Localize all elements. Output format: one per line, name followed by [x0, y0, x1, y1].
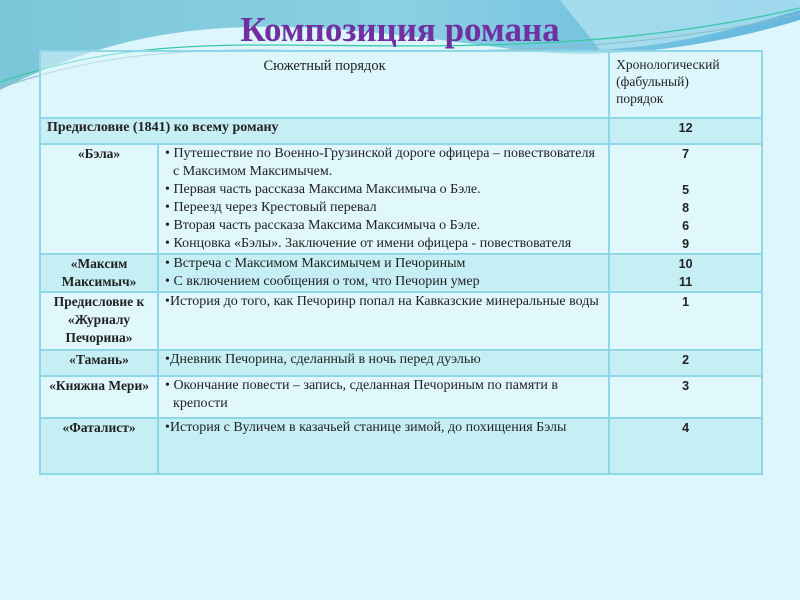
- header-chrono: [609, 51, 762, 118]
- order-value: 4: [682, 421, 690, 435]
- table-row-preface: [40, 118, 762, 144]
- table-row: [40, 292, 762, 350]
- events-cell: [158, 292, 609, 350]
- event-item: •Дневник Печорина, сделанный в ночь перед дуэлью: [165, 352, 481, 367]
- event-item: • Окончание повести – запись, сделанная Печориным по памяти в крепости: [165, 378, 559, 411]
- events-cell: [158, 376, 609, 418]
- order-value: 11: [678, 275, 693, 289]
- order-value: 7: [682, 147, 690, 161]
- order-cell: [609, 350, 762, 376]
- event-item: • Путешествие по Военно-Грузинской дороге офицера – повествователя с Максимом Максимычем.: [165, 146, 595, 179]
- table-row: [40, 418, 762, 474]
- order-cell: [609, 418, 762, 474]
- order-value: 6: [682, 219, 690, 233]
- event-item: • С включением сообщения о том, что Печорин умер: [165, 274, 480, 289]
- part-name: «Княжна Мери»: [40, 376, 158, 418]
- part-name: Предисловие к «Журналу Печорина»: [40, 292, 158, 350]
- event-item: • Первая часть рассказа Максима Максимыча о Бэле.: [165, 182, 481, 197]
- part-name: «Тамань»: [40, 350, 158, 376]
- order-value: 1: [682, 295, 690, 309]
- header-sjuzhet: Сюжетный порядок: [40, 51, 609, 118]
- event-item: •История до того, как Печоринр попал на Кавказские минеральные воды: [165, 294, 599, 309]
- table-row: [40, 254, 762, 292]
- header-chrono-line: Хронологический: [616, 57, 720, 72]
- part-name: «Бэла»: [40, 144, 158, 254]
- order-value: [616, 163, 755, 181]
- preface-order: 12: [609, 118, 762, 144]
- order-value: 8: [682, 201, 690, 215]
- event-item: • Вторая часть рассказа Максима Максимыча о Бэле.: [165, 218, 481, 233]
- order-value: 3: [682, 379, 690, 393]
- event-item: • Переезд через Крестовый перевал: [165, 200, 377, 215]
- part-name: «Фаталист»: [40, 418, 158, 474]
- composition-table: [39, 50, 763, 475]
- order-cell: [609, 144, 762, 254]
- event-item: •История с Вуличем в казачьей станице зимой, до похищения Бэлы: [165, 420, 567, 435]
- header-chrono-line: порядок: [616, 91, 664, 106]
- table-header-row: [40, 51, 762, 118]
- order-value: 2: [682, 353, 690, 367]
- table-row: [40, 350, 762, 376]
- table-row: [40, 376, 762, 418]
- part-name: «Максим Максимыч»: [40, 254, 158, 292]
- preface-label: Предисловие (1841) ко всему роману: [40, 118, 609, 144]
- header-chrono-line: (фабульный): [616, 74, 689, 89]
- events-cell: [158, 418, 609, 474]
- slide-title: Композиция романа: [240, 10, 560, 49]
- table-row: [40, 144, 762, 254]
- event-item: • Концовка «Бэлы». Заключение от имени офицера - повествователя: [165, 236, 572, 251]
- order-value: 9: [682, 237, 690, 251]
- order-value: 5: [682, 183, 690, 197]
- events-cell: [158, 254, 609, 292]
- events-cell: [158, 144, 609, 254]
- order-cell: [609, 254, 762, 292]
- events-cell: [158, 350, 609, 376]
- order-cell: [609, 292, 762, 350]
- order-cell: [609, 376, 762, 418]
- event-item: • Встреча с Максимом Максимычем и Печориным: [165, 256, 466, 271]
- order-value: 10: [678, 257, 693, 271]
